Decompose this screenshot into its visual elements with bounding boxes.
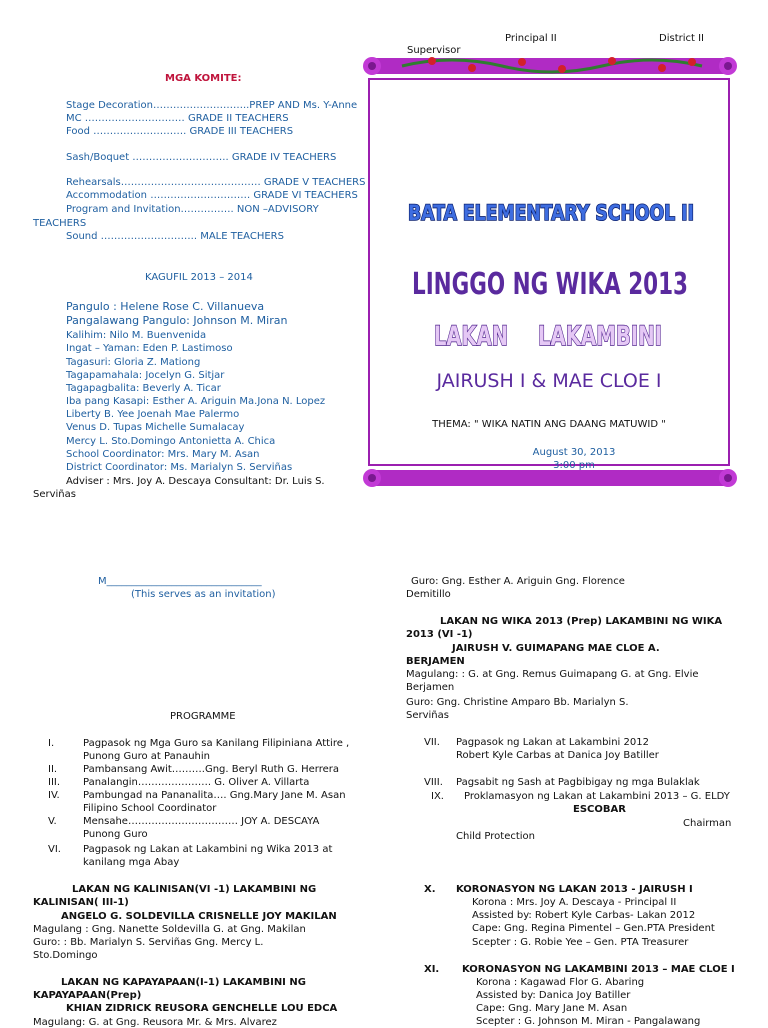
wika-guro: Serviñas bbox=[406, 710, 449, 721]
kalinisan-heading: KALINISAN( III-1) bbox=[33, 897, 129, 908]
committee-line: TEACHERS bbox=[33, 218, 87, 229]
committee-line: Sash/Boquet ……………………….. GRADE IV TEACHERS bbox=[66, 152, 337, 163]
programme-item: Punong Guro bbox=[83, 829, 148, 840]
programme-num: X. bbox=[424, 884, 436, 895]
programme-num: III. bbox=[48, 777, 61, 788]
koronasyon-line: Assisted by: Danica Joy Batiller bbox=[476, 990, 631, 1001]
principal-label: Principal II bbox=[505, 33, 557, 44]
programme-item: Pagpasok ng Mga Guro sa Kanilang Filipiniana Attire , bbox=[83, 738, 350, 749]
supervisor-label: Supervisor bbox=[407, 45, 461, 56]
wika-magulang: Berjamen bbox=[406, 682, 455, 693]
programme-item: Pagpasok ng Lakan at Lakambini 2012 bbox=[456, 737, 649, 748]
koronasyon-line: Korona : Kagawad Flor G. Abaring bbox=[476, 977, 645, 988]
programme-item: Pambansang Awit……….Gng. Beryl Ruth G. Herrera bbox=[83, 764, 340, 775]
district-label: District II bbox=[659, 33, 704, 44]
kalinisan-heading: LAKAN NG KALINISAN(VI -1) LAKAMBINI NG bbox=[72, 884, 317, 895]
koronasyon-line: Korona : Mrs. Joy A. Descaya - Principal II bbox=[472, 897, 677, 908]
koronasyon-line: Assisted by: Robert Kyle Carbas- Lakan 2012 bbox=[472, 910, 696, 921]
kagufil-pangalawang: Pangalawang Pangulo: Johnson M. Miran bbox=[66, 314, 288, 327]
officer-line: Ingat – Yaman: Eden P. Lastimoso bbox=[66, 343, 233, 354]
committee-line: Accommodation ………………………… GRADE VI TEACHERS bbox=[66, 190, 358, 201]
programme-num: VI. bbox=[48, 844, 61, 855]
programme-item: Panalangin…………………. G. Oliver A. Villarta bbox=[83, 777, 310, 788]
programme-item: ESCOBAR bbox=[573, 804, 626, 815]
koronasyon-lakan-title: KORONASYON NG LAKAN 2013 - JAIRUSH I bbox=[456, 884, 693, 895]
kalinisan-guro: Sto.Domingo bbox=[33, 950, 98, 961]
officer-line: District Coordinator: Ms. Marialyn S. Serviñas bbox=[66, 462, 293, 473]
kapayapaan-magulang: Magulang: G. at Gng. Reusora Mr. & Mrs. Alvarez bbox=[33, 1017, 277, 1028]
programme-item: Robert Kyle Carbas at Danica Joy Batiller bbox=[456, 750, 659, 761]
programme-item: Filipino School Coordinator bbox=[83, 803, 217, 814]
kagufil-title: KAGUFIL 2013 – 2014 bbox=[145, 272, 253, 283]
event-headline bbox=[410, 262, 690, 302]
committee-line: Sound ……………………….. MALE TEACHERS bbox=[66, 231, 284, 242]
programme-num: I. bbox=[48, 738, 55, 749]
kalinisan-names: ANGELO G. SOLDEVILLA CRISNELLE JOY MAKILAN bbox=[61, 911, 337, 922]
programme-num: IX. bbox=[431, 791, 444, 802]
programme-item: Pagsabit ng Sash at Pagbibigay ng mga Bulaklak bbox=[456, 777, 700, 788]
kalinisan-magulang: Magulang : Gng. Nanette Soldevilla G. at Gng. Makilan bbox=[33, 924, 306, 935]
committee-line: Program and Invitation……………. NON –ADVISORY bbox=[66, 204, 319, 215]
koronasyon-lakambini-title: KORONASYON NG LAKAMBINI 2013 – MAE CLOE I bbox=[462, 964, 735, 975]
programme-num: XI. bbox=[424, 964, 440, 975]
officer-line: Tagapagbalita: Beverly A. Ticar bbox=[66, 383, 221, 394]
programme-num: VIII. bbox=[424, 777, 443, 788]
kagufil-pangulo: Pangulo : Helene Rose C. Villanueva bbox=[66, 300, 265, 313]
programme-item: kanilang mga Abay bbox=[83, 857, 180, 868]
kapayapaan-heading: KAPAYAPAAN(Prep) bbox=[33, 990, 142, 1001]
programme-item: Child Protection bbox=[456, 831, 535, 842]
winners-line: JAIRUSH I & MAE CLOE I bbox=[436, 370, 662, 392]
kapayapaan-heading: LAKAN NG KAPAYAPAAN(I-1) LAKAMBINI NG bbox=[61, 977, 306, 988]
programme-item: Punong Guro at Panauhin bbox=[83, 751, 210, 762]
lakan-lakambini-headline bbox=[430, 316, 665, 352]
officer-line: Venus D. Tupas Michelle Sumalacay bbox=[66, 422, 245, 433]
lakan-word: LAKAN bbox=[434, 321, 508, 352]
programme-num: II. bbox=[48, 764, 58, 775]
officer-line: Tagasuri: Gloria Z. Mationg bbox=[66, 357, 201, 368]
wika-names: BERJAMEN bbox=[406, 656, 465, 667]
programme-num: VII. bbox=[424, 737, 440, 748]
koronasyon-line: Scepter : G. Johnson M. Miran - Pangalawang bbox=[476, 1016, 701, 1027]
programme-num: V. bbox=[48, 816, 57, 827]
committees-title: MGA KOMITE: bbox=[165, 73, 242, 84]
event-time: 3:00 pm bbox=[553, 460, 595, 471]
theme-line: THEMA: " WIKA NATIN ANG DAANG MATUWID " bbox=[432, 419, 666, 430]
wika-magulang: Magulang: : G. at Gng. Remus Guimapang G. at Gng. Elvie bbox=[406, 669, 699, 680]
school-name: BATA ELEMENTARY SCHOOL II bbox=[408, 201, 694, 225]
invitation-note: (This serves as an invitation) bbox=[131, 589, 276, 600]
officer-line: Kalihim: Nilo M. Buenvenida bbox=[66, 330, 207, 341]
koronasyon-line: Scepter : G. Robie Yee – Gen. PTA Treasurer bbox=[472, 937, 689, 948]
programme-item: Pambungad na Pananalita…. Gng.Mary Jane M. Asan bbox=[83, 790, 346, 801]
invitation-addressee: M_______________________________ bbox=[98, 576, 262, 587]
wika-names: JAIRUSH V. GUIMAPANG MAE CLOE A. bbox=[452, 643, 660, 654]
wika-heading: LAKAN NG WIKA 2013 (Prep) LAKAMBINI NG WIKA bbox=[440, 616, 723, 627]
koronasyon-line: Cape: Gng. Regina Pimentel – Gen.PTA President bbox=[472, 923, 715, 934]
programme-item: Proklamasyon ng Lakan at Lakambini 2013 – G. ELDY bbox=[464, 791, 730, 802]
kalinisan-guro: Guro: : Bb. Marialyn S. Serviñas Gng. Mercy L. bbox=[33, 937, 264, 948]
event-title: LINGGO NG WIKA 2013 bbox=[412, 267, 688, 302]
committee-line: Rehearsals…………………………………… GRADE V TEACHERS bbox=[66, 177, 366, 188]
officer-line: School Coordinator: Mrs. Mary M. Asan bbox=[66, 449, 260, 460]
officer-line: Tagapamahala: Jocelyn G. Sitjar bbox=[66, 370, 225, 381]
wika-guro: Guro: Gng. Christine Amparo Bb. Marialyn S. bbox=[406, 697, 629, 708]
right-guro: Guro: Gng. Esther A. Ariguin Gng. Florence bbox=[411, 576, 625, 587]
programme-item: Mensahe…………………………… JOY A. DESCAYA bbox=[83, 816, 320, 827]
wika-heading: 2013 (VI -1) bbox=[406, 629, 473, 640]
officer-line: Serviñas bbox=[33, 489, 76, 500]
koronasyon-line: Cape: Gng. Mary Jane M. Asan bbox=[476, 1003, 628, 1014]
officer-line: Mercy L. Sto.Domingo Antonietta A. Chica bbox=[66, 436, 276, 447]
officer-line: Iba pang Kasapi: Esther A. Ariguin Ma.Jona N. Lopez bbox=[66, 396, 326, 407]
programme-item: Pagpasok ng Lakan at Lakambini ng Wika 2013 at bbox=[83, 844, 333, 855]
top-scroll-banner bbox=[362, 52, 738, 80]
school-headline bbox=[405, 196, 697, 226]
lakambini-word: LAKAMBINI bbox=[538, 321, 662, 352]
event-date: August 30, 2013 bbox=[532, 447, 616, 458]
programme-item: Chairman bbox=[683, 818, 732, 829]
committee-line: Stage Decoration………………………..PREP AND Ms. Y-Anne bbox=[66, 100, 358, 111]
kapayapaan-names: KHIAN ZIDRICK REUSORA GENCHELLE LOU EDCA bbox=[66, 1003, 338, 1014]
programme-title: PROGRAMME bbox=[170, 711, 236, 722]
officer-line: Adviser : Mrs. Joy A. Descaya Consultant: Dr. Luis S. bbox=[66, 476, 325, 487]
right-guro: Demitillo bbox=[406, 589, 451, 600]
committee-line: Food ………………………. GRADE III TEACHERS bbox=[66, 126, 294, 137]
committee-line: MC ………………………… GRADE II TEACHERS bbox=[66, 113, 289, 124]
programme-num: IV. bbox=[48, 790, 60, 801]
officer-line: Liberty B. Yee Joenah Mae Palermo bbox=[66, 409, 240, 420]
